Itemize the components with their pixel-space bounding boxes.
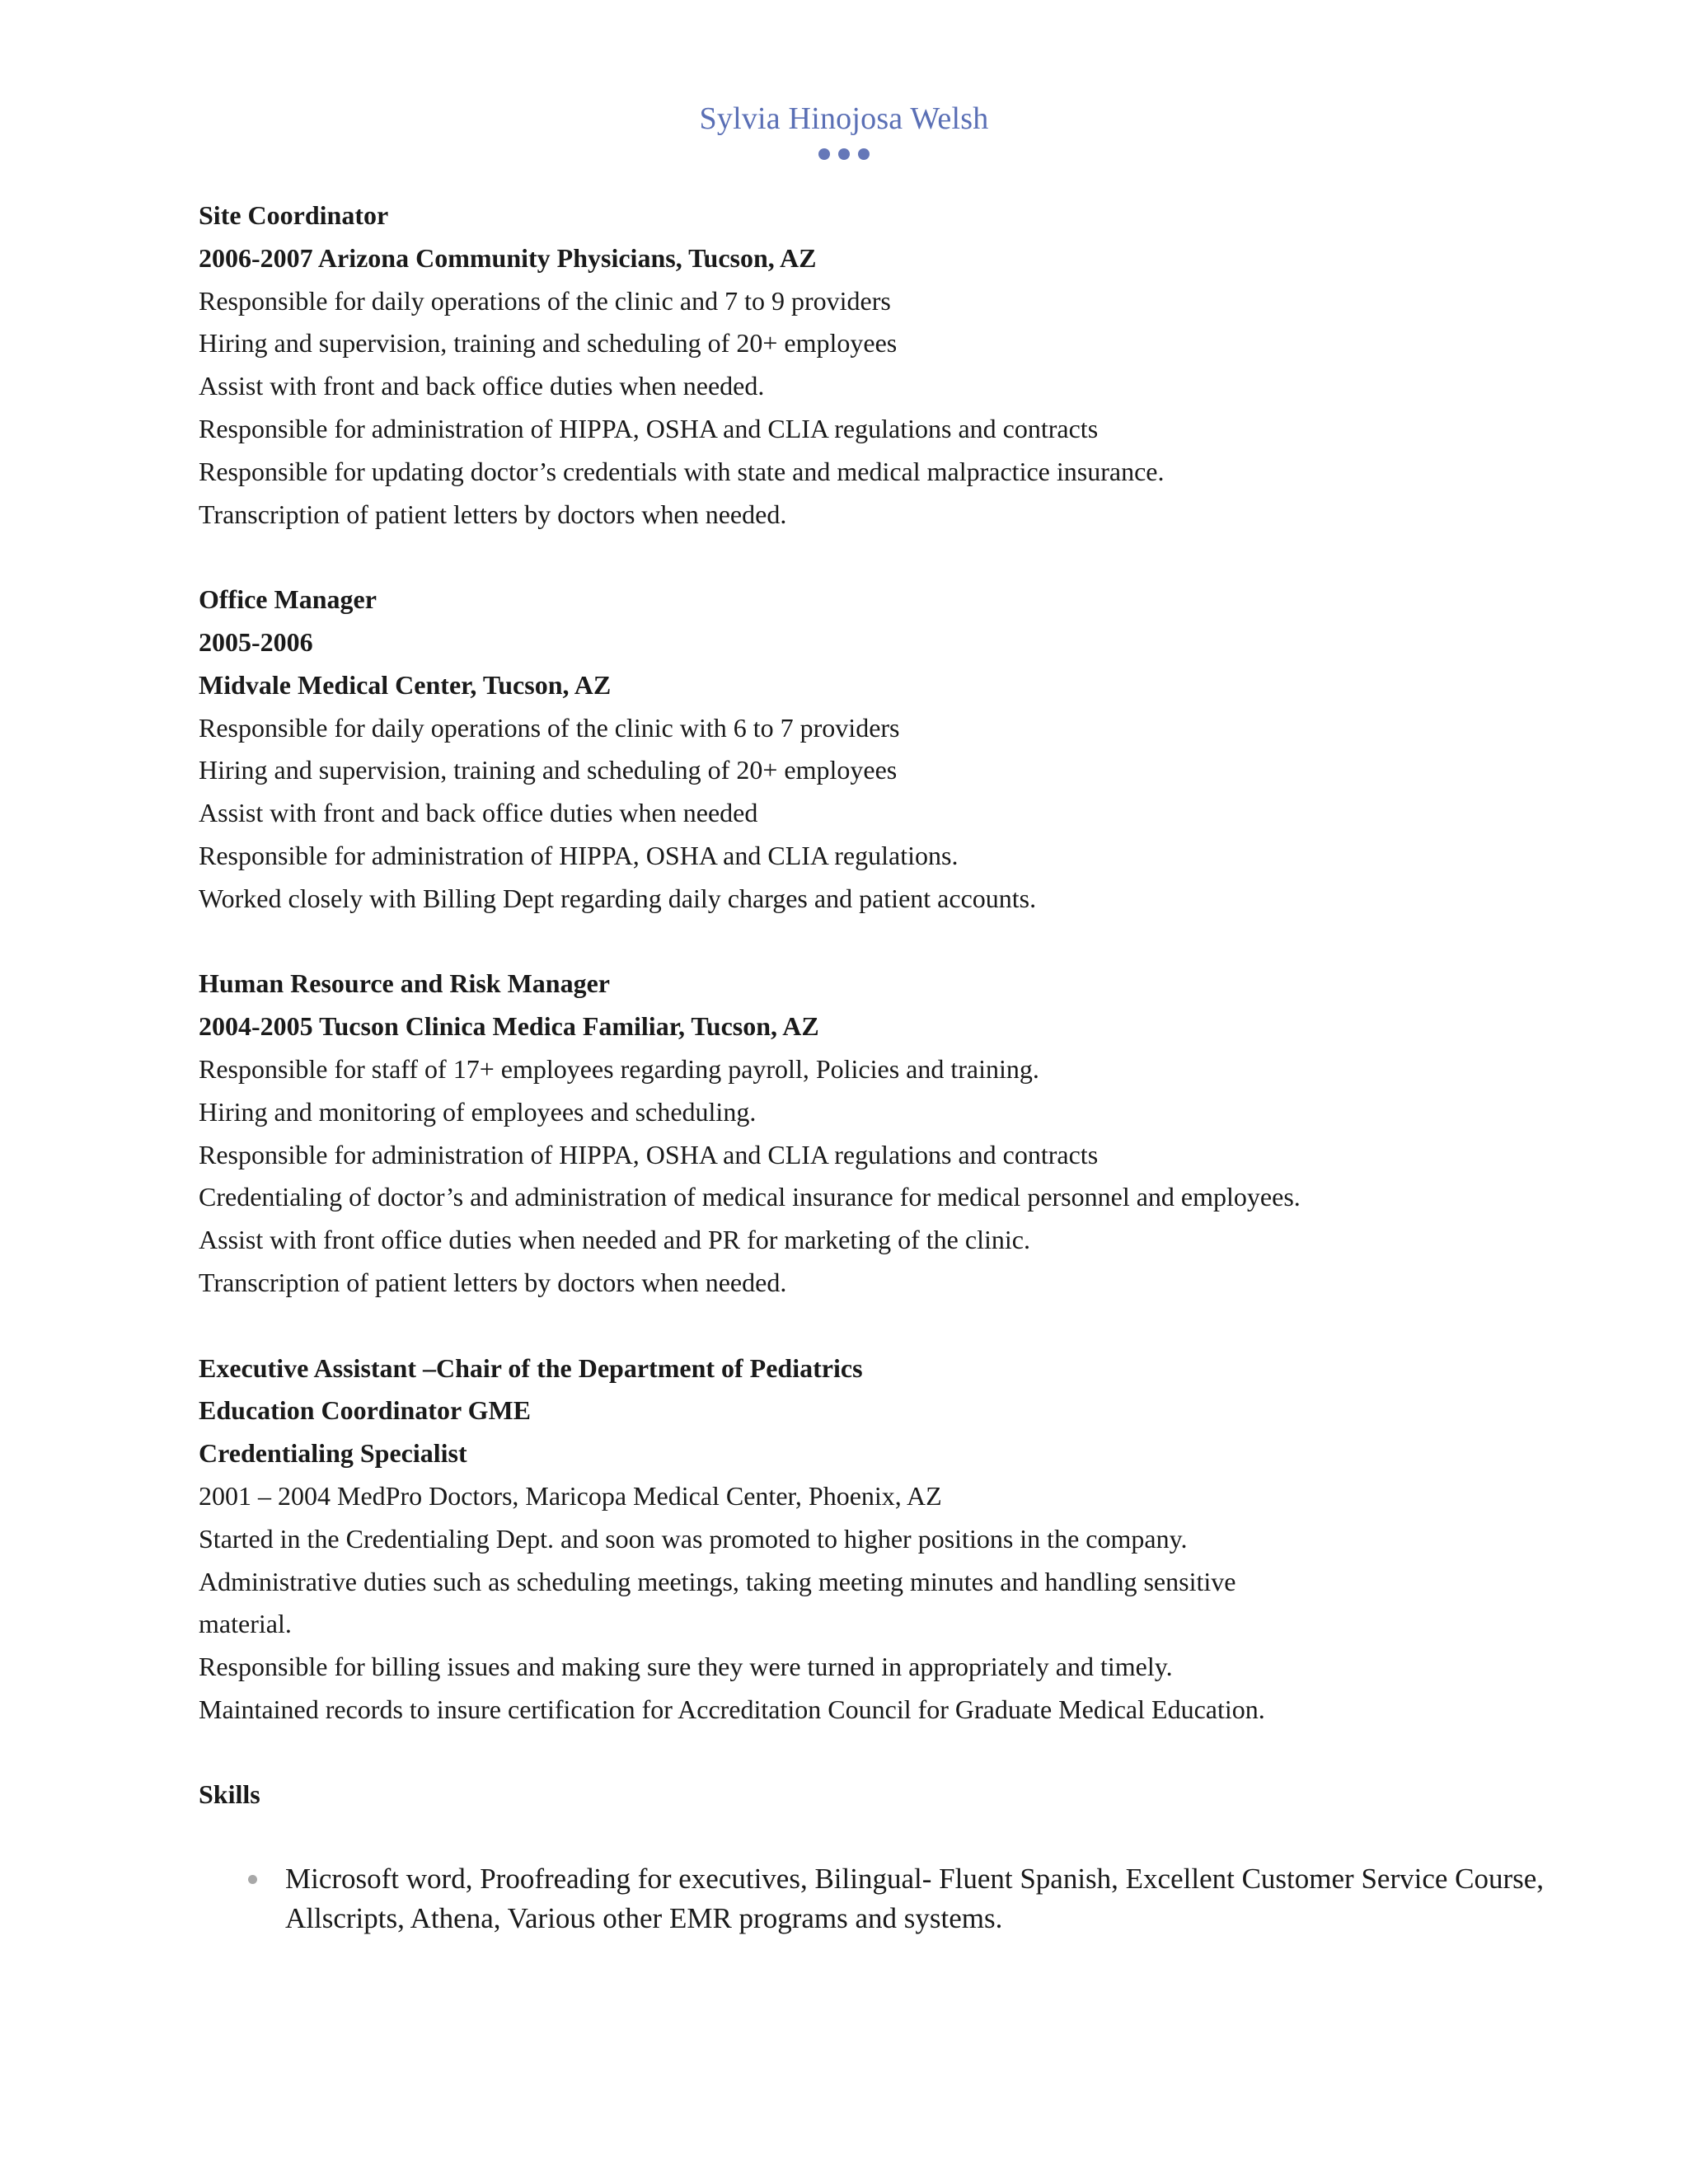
job-heading-line: Education Coordinator GME [199,1395,531,1426]
candidate-name: Sylvia Hinojosa Welsh [699,101,989,136]
header-divider-dots [0,148,1688,160]
dot-icon [838,148,850,160]
job-title: Executive Assistant –Chair of the Department of Pediatrics [199,1352,863,1383]
experience-section [199,194,1534,579]
dot-icon [858,148,870,160]
job-heading-line: 2006-2007 Arizona Community Physicians, Tucson, AZ [199,242,817,273]
bullet-icon [248,1875,257,1884]
section-spacer [199,1305,1534,1347]
job-detail-line: Maintained records to insure certification for Accreditation Council for Graduate Medical Education. [199,1694,1265,1724]
resume-body [199,194,1545,1938]
job-detail-line: Responsible for daily operations of the clinic and 7 to 9 providers [199,285,891,316]
job-detail-line: Responsible for administration of HIPPA, OSHA and CLIA regulations and contracts [199,1139,1099,1169]
job-detail-line: Assist with front and back office duties when needed. [199,371,765,401]
job-detail-line: Credentialing of doctor’s and administration of medical insurance for medical personnel and employees. [199,1182,1301,1212]
skill-item [199,1859,1554,1938]
dot-icon [818,148,830,160]
job-detail-line: Responsible for administration of HIPPA, OSHA and CLIA regulations and contracts [199,413,1099,443]
skills-heading: Skills [199,1779,260,1810]
job-detail-line: Responsible for billing issues and making sure they were turned in appropriately and timely. [199,1652,1173,1682]
job-detail-line: Responsible for administration of HIPPA, OSHA and CLIA regulations. [199,840,959,870]
job-detail-line: Started in the Credentialing Dept. and soon was promoted to higher positions in the company. [199,1523,1188,1554]
job-heading-line: Midvale Medical Center, Tucson, AZ [199,669,612,700]
job-detail-line: Administrative duties such as scheduling meetings, taking meeting minutes and handling sensitive [199,1566,1236,1596]
job-heading-line: 2004-2005 Tucson Clinica Medica Familiar, Tucson, AZ [199,1011,819,1042]
job-detail-line: 2001 – 2004 MedPro Doctors, Maricopa Medical Center, Phoenix, AZ [199,1480,942,1511]
job-detail-line: material. [199,1609,292,1639]
skills-list [199,1859,1545,1938]
job-detail-line: Hiring and supervision, training and scheduling of 20+ employees [199,328,898,359]
experience-sections [199,194,1534,1774]
experience-section [199,963,1534,1347]
job-detail-line: Transcription of patient letters by doctors when needed. [199,1267,787,1297]
job-detail-line: Assist with front and back office duties when needed [199,798,758,828]
job-detail-line: Transcription of patient letters by doctors when needed. [199,499,787,529]
job-detail-line: Responsible for updating doctor’s credentials with state and medical malpractice insurance. [199,456,1165,486]
job-title: Human Resource and Risk Manager [199,968,610,999]
resume-header [0,97,1688,160]
job-detail-line: Worked closely with Billing Dept regarding daily charges and patient accounts. [199,883,1037,913]
experience-section [199,579,1534,963]
skill-text: Microsoft word, Proofreading for executives, Bilingual- Fluent Spanish, Excellent Customer Service Course, Allscripts, Athena, Various other EMR programs and systems. [285,1863,1545,1935]
job-title: Site Coordinator [199,200,389,230]
job-detail-line: Responsible for staff of 17+ employees regarding payroll, Policies and training. [199,1053,1039,1084]
job-heading-line: Credentialing Specialist [199,1438,467,1469]
experience-section [199,1347,1534,1774]
job-detail-line: Responsible for daily operations of the clinic with 6 to 7 providers [199,712,900,743]
job-detail-line: Hiring and supervision, training and scheduling of 20+ employees [199,755,898,785]
job-title: Office Manager [199,584,377,615]
job-detail-line: Assist with front office duties when needed and PR for marketing of the clinic. [199,1225,1030,1255]
section-spacer [199,536,1534,579]
section-spacer [199,921,1534,963]
job-detail-line: Hiring and monitoring of employees and scheduling. [199,1096,757,1127]
section-spacer [199,1732,1534,1774]
job-heading-line: 2005-2006 [199,626,313,657]
